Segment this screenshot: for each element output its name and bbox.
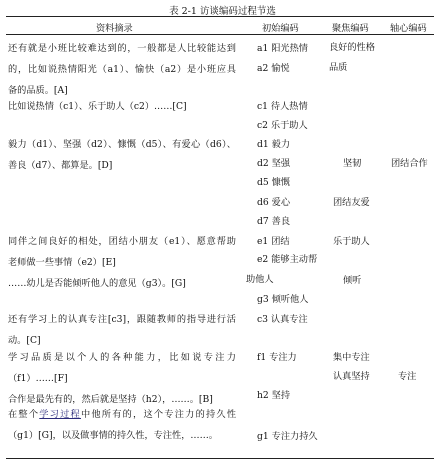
excerpt-line: 比如说热情（c1）、乐于助人（c2）……[C] [8,101,187,112]
focus-code-helpful: 乐于助人 [333,236,370,247]
excerpt-line: 的，比如说热情阳光（a1）、愉快（a2）是小班应具 [8,64,236,75]
focus-code-concentration: 集中专注 [333,352,370,363]
table-caption: 表 2-1 访谈编码过程节选 [169,6,276,17]
excerpt-line: 还有学习上的认真专注[c3]，跟随教师的指导进行活 [8,314,236,325]
excerpt-line: 毅力（d1）、坚强（d2）、慷慨（d5）、有爱心（d6）、 [8,139,236,150]
initial-code-d5: d5 慷慨 [257,177,291,188]
header-initial-code: 初始编码 [262,23,299,34]
initial-code-a2: a2 愉悦 [257,63,290,74]
excerpt-block-d [8,139,236,181]
initial-code-c1: c1 待人热情 [257,101,308,112]
excerpt-line: 合作是最先有的，然后就是坚持（h2），……。[B] [8,394,213,405]
initial-code-g3: g3 倾听他人 [257,294,309,305]
excerpt-block-e [8,236,236,299]
initial-code-e1: e1 团结 [257,236,290,247]
focus-code-persistence: 认真坚持 [333,371,370,382]
excerpt-line: 善良（d7）、都算是。[D] [8,160,113,171]
axial-code-focus: 专注 [398,371,417,382]
initial-code-d1: d1 毅力 [257,139,291,150]
focus-code-resilience: 坚韧 [343,158,362,169]
initial-code-f1: f1 专注力 [257,352,297,363]
initial-code-e2: e2 能够主动帮助他人 [246,254,318,285]
table-header-rule [6,34,434,35]
excerpt-line: （f1）……[F] [8,373,68,384]
focus-code-unity: 团结友爱 [333,197,370,208]
table-top-rule [6,16,434,17]
excerpt-line: 学习品质是以个人的各种能力，比如说专注力 [8,352,236,363]
learning-process-link[interactable]: 学习过程 [39,409,81,420]
excerpt-line: 备的品质。[A] [8,85,68,96]
initial-code-c2: c2 乐于助人 [257,120,308,131]
excerpt-block-g [8,409,236,451]
initial-code-h2: h2 坚持 [257,390,291,401]
excerpt-block-c3 [8,314,236,356]
initial-code-c3: c3 认真专注 [257,314,308,325]
header-excerpt: 资料摘录 [96,23,133,34]
initial-code-g1: g1 专注力持久 [257,431,318,442]
axial-code-cooperation: 团结合作 [391,158,428,169]
excerpt-text: 中他所有的，这个专注力的持久性 [80,409,236,420]
excerpt-line: 老师做一些事情（e2）[E] [8,257,116,268]
excerpt-block-c [8,101,236,122]
excerpt-line: （g1）[G]，以及做事情的持久性，专注性，……。 [8,430,218,441]
excerpt-block-a [8,43,236,106]
header-axial-code: 轴心编码 [390,23,427,34]
initial-code-d2: d2 坚强 [257,158,291,169]
excerpt-text: 在整个 [8,409,40,420]
initial-code-d6: d6 爱心 [257,197,291,208]
header-focus-code: 聚焦编码 [332,23,369,34]
focus-code-character: 良好的性格品质 [329,42,375,73]
initial-code-d7: d7 善良 [257,216,291,227]
excerpt-line: 动。[C] [8,335,41,346]
initial-code-a1: a1 阳光热情 [257,43,308,54]
excerpt-line: 同伴之间良好的相处，团结小朋友（e1）、愿意帮助 [8,236,236,247]
excerpt-line [8,409,236,430]
excerpt-block-f [8,352,236,415]
focus-code-listening: 倾听 [343,275,362,286]
excerpt-line: ……幼儿是否能倾听他人的意见（g3）。[G] [8,278,186,289]
excerpt-line: 还有就是小班比较难达到的，一般都是人比较能达到 [8,43,236,54]
table-bottom-rule [6,458,434,459]
